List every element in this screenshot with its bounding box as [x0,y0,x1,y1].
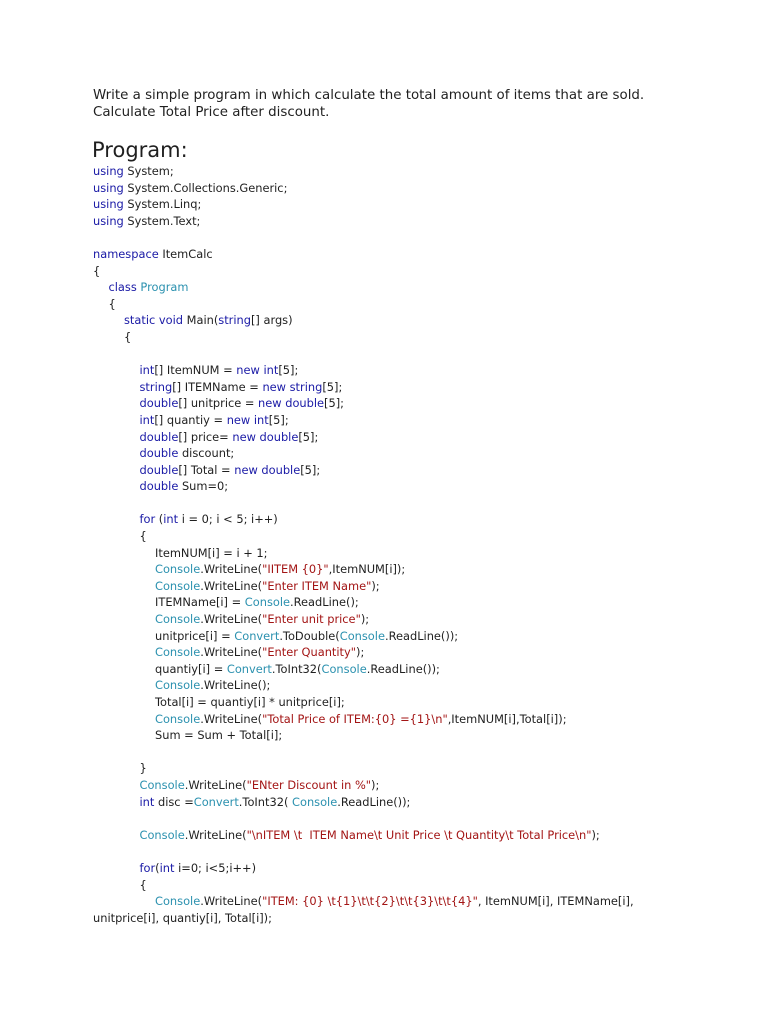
code-text: .ReadLine()); [384,628,459,643]
code-text: ); [591,827,600,842]
code-keyword: string [289,379,323,394]
code-line [93,661,753,678]
code-text: .WriteLine( [200,711,263,726]
code-text: [5]; [278,363,299,378]
code-string: "\nITEM \t ITEM Name\t Unit Price \t Quantity\t Total Price\n" [246,827,592,842]
code-text: ItemNUM[i] = i + 1; [155,545,268,560]
code-keyword: new [262,379,286,394]
code-text: .ToInt32( [271,661,322,676]
code-text: Sum = Sum + Total[i]; [155,728,283,743]
code-line [93,180,753,197]
code-text: ( [155,512,164,527]
code-text: System.Collections.Generic; [123,180,288,195]
code-keyword: double [139,429,179,444]
code-text: .ReadLine(); [290,595,359,610]
code-text: .ToDouble( [279,628,340,643]
code-text: [] ITEMName = [172,379,263,394]
code-string: "Total Price of ITEM:{0} ={1}\n" [262,711,448,726]
problem-statement-line-2: Calculate Total Price after discount. [93,104,330,120]
code-keyword: new [236,363,260,378]
code-text: System.Linq; [123,197,202,212]
code-text: Sum=0; [178,479,229,494]
code-line [93,893,753,910]
code-keyword: using [93,213,124,228]
code-type: Console [155,562,201,577]
code-line [93,611,753,628]
code-keyword: double [259,429,299,444]
code-string: "ENter Discount in %" [246,777,372,792]
code-string: "Enter unit price" [262,612,361,627]
code-line [93,694,753,711]
code-keyword: int [159,860,175,875]
code-line [93,296,753,313]
code-string: "Enter ITEM Name" [262,578,372,593]
code-text: .WriteLine( [184,827,247,842]
code-line [93,545,753,562]
code-text: ,ItemNUM[i],Total[i]); [447,711,567,726]
code-type: Convert [226,661,272,676]
code-line [93,163,753,180]
code-string: "IITEM {0}" [262,562,329,577]
code-type: Console [139,827,185,842]
code-text: [] args) [250,313,293,328]
code-text: .ReadLine()); [337,794,411,809]
code-line [93,744,753,761]
code-text: ( [155,860,160,875]
program-heading: Program: [92,138,188,162]
code-line [93,279,753,296]
code-text: [] ItemNUM = [154,363,237,378]
code-keyword: new [234,462,258,477]
code-keyword: class [108,280,137,295]
code-type: Convert [193,794,239,809]
code-text: Main( [183,313,219,328]
code-keyword: using [93,197,124,212]
code-text: { [139,529,147,544]
code-text: ); [356,645,365,660]
code-line [93,229,753,246]
code-text: [] Total = [178,462,235,477]
code-text: Total[i] = quantiy[i] * unitprice[i]; [155,695,345,709]
code-keyword: int [139,363,155,378]
code-text: { [139,877,147,892]
problem-statement [93,88,733,121]
code-keyword: int [139,794,155,809]
code-text: i = 0; i < 5; i++) [178,512,278,527]
code-type: Convert [234,628,280,643]
code-line [93,478,753,495]
problem-statement-line-1: Write a simple program in which calculate the total amount of items that are sold. [93,88,645,103]
code-line [93,594,753,611]
code-keyword: double [139,396,179,411]
code-keyword: int [253,412,269,427]
code-text: .WriteLine( [200,578,263,593]
code-text: [] quantiy = [154,412,227,427]
code-text: [] unitprice = [178,396,259,411]
code-keyword: int [163,512,179,527]
code-line [93,827,753,844]
code-type: Console [155,578,201,593]
code-line [93,246,753,263]
code-line [93,346,753,363]
code-text: } [139,761,147,776]
code-text: ); [360,612,370,627]
code-line [93,528,753,545]
code-keyword: double [139,462,179,477]
code-text: .WriteLine(); [200,678,271,693]
code-string: "ITEM: {0} \t{1}\t\t{2}\t\t{3}\t\t{4}" [262,894,478,909]
code-keyword: using [93,180,124,195]
code-line [93,644,753,661]
code-keyword: static [124,313,156,328]
code-keyword: double [139,446,179,461]
code-text: ,ItemNUM[i]); [328,562,406,577]
code-keyword: new [258,396,282,411]
code-type: Console [339,628,385,643]
code-text: .ReadLine()); [366,661,440,676]
code-line [93,412,753,429]
code-text: unitprice[i] = [155,628,235,643]
code-line [93,462,753,479]
code-type: Console [244,595,291,610]
code-text: unitprice[i], quantiy[i], Total[i]); [93,910,272,925]
code-keyword: namespace [93,246,159,261]
code-keyword: for [139,860,156,875]
code-text: { [108,296,116,311]
code-line [93,860,753,877]
code-text: .WriteLine( [200,562,263,577]
code-text: ); [371,777,380,792]
code-line [93,196,753,213]
code-line [93,578,753,595]
code-line [93,379,753,396]
code-line [93,711,753,728]
code-type: Console [155,612,201,627]
code-keyword: new [226,412,251,427]
code-text: .WriteLine( [200,612,263,627]
code-line [93,777,753,794]
code-listing [93,163,753,926]
code-keyword: string [218,313,251,328]
code-line [93,810,753,827]
code-line [93,677,753,694]
code-line [93,628,753,645]
code-keyword: double [139,479,179,494]
code-keyword: int [139,412,155,427]
code-line [93,561,753,578]
code-text: [5]; [324,396,345,411]
code-text: .ToInt32( [238,794,293,809]
code-text: { [124,329,132,344]
code-line [93,263,753,280]
code-line [93,727,753,744]
code-line [93,329,753,346]
code-text: [] price= [178,429,233,444]
code-text: [5]; [268,412,289,427]
code-keyword: double [261,462,301,477]
code-text: .WriteLine( [200,645,263,660]
code-line [93,511,753,528]
code-text: [5]; [298,429,319,444]
code-line [93,843,753,860]
code-type: Program [140,280,189,295]
code-line [93,395,753,412]
code-type: Console [321,661,367,676]
code-text: { [93,263,101,278]
code-text: .WriteLine( [200,894,263,909]
code-text: quantiy[i] = [155,661,227,676]
code-keyword: new [232,429,256,444]
code-line [93,362,753,379]
code-keyword: int [263,363,279,378]
code-keyword: for [139,512,156,527]
code-text: ItemCalc [158,246,213,261]
code-string: "Enter Quantity" [262,645,356,660]
code-line [93,877,753,894]
code-text: disc = [154,794,194,809]
code-text: ITEMName[i] = [155,595,245,610]
code-line [93,794,753,811]
code-text: System.Text; [123,213,201,228]
code-text: [5]; [300,462,321,477]
code-line [93,760,753,777]
code-keyword: string [139,379,173,394]
code-text: ); [371,578,380,593]
code-type: Console [155,678,201,693]
code-keyword: void [158,313,184,328]
code-line [93,910,753,927]
code-text: [5]; [322,379,343,394]
code-text: i=0; i<5;i++) [174,860,257,875]
code-line [93,213,753,230]
code-text: .WriteLine( [184,777,247,792]
code-keyword: double [285,396,325,411]
code-text: , ItemNUM[i], ITEMName[i], [477,894,634,909]
code-line [93,495,753,512]
code-text: System; [123,164,174,178]
code-type: Console [155,711,201,726]
code-type: Console [139,777,185,792]
code-line [93,445,753,462]
code-text: discount; [178,446,235,461]
code-line [93,312,753,329]
code-type: Console [155,645,201,660]
code-type: Console [155,894,201,909]
code-line [93,429,753,446]
code-type: Console [292,794,338,809]
code-keyword: using [93,164,124,178]
